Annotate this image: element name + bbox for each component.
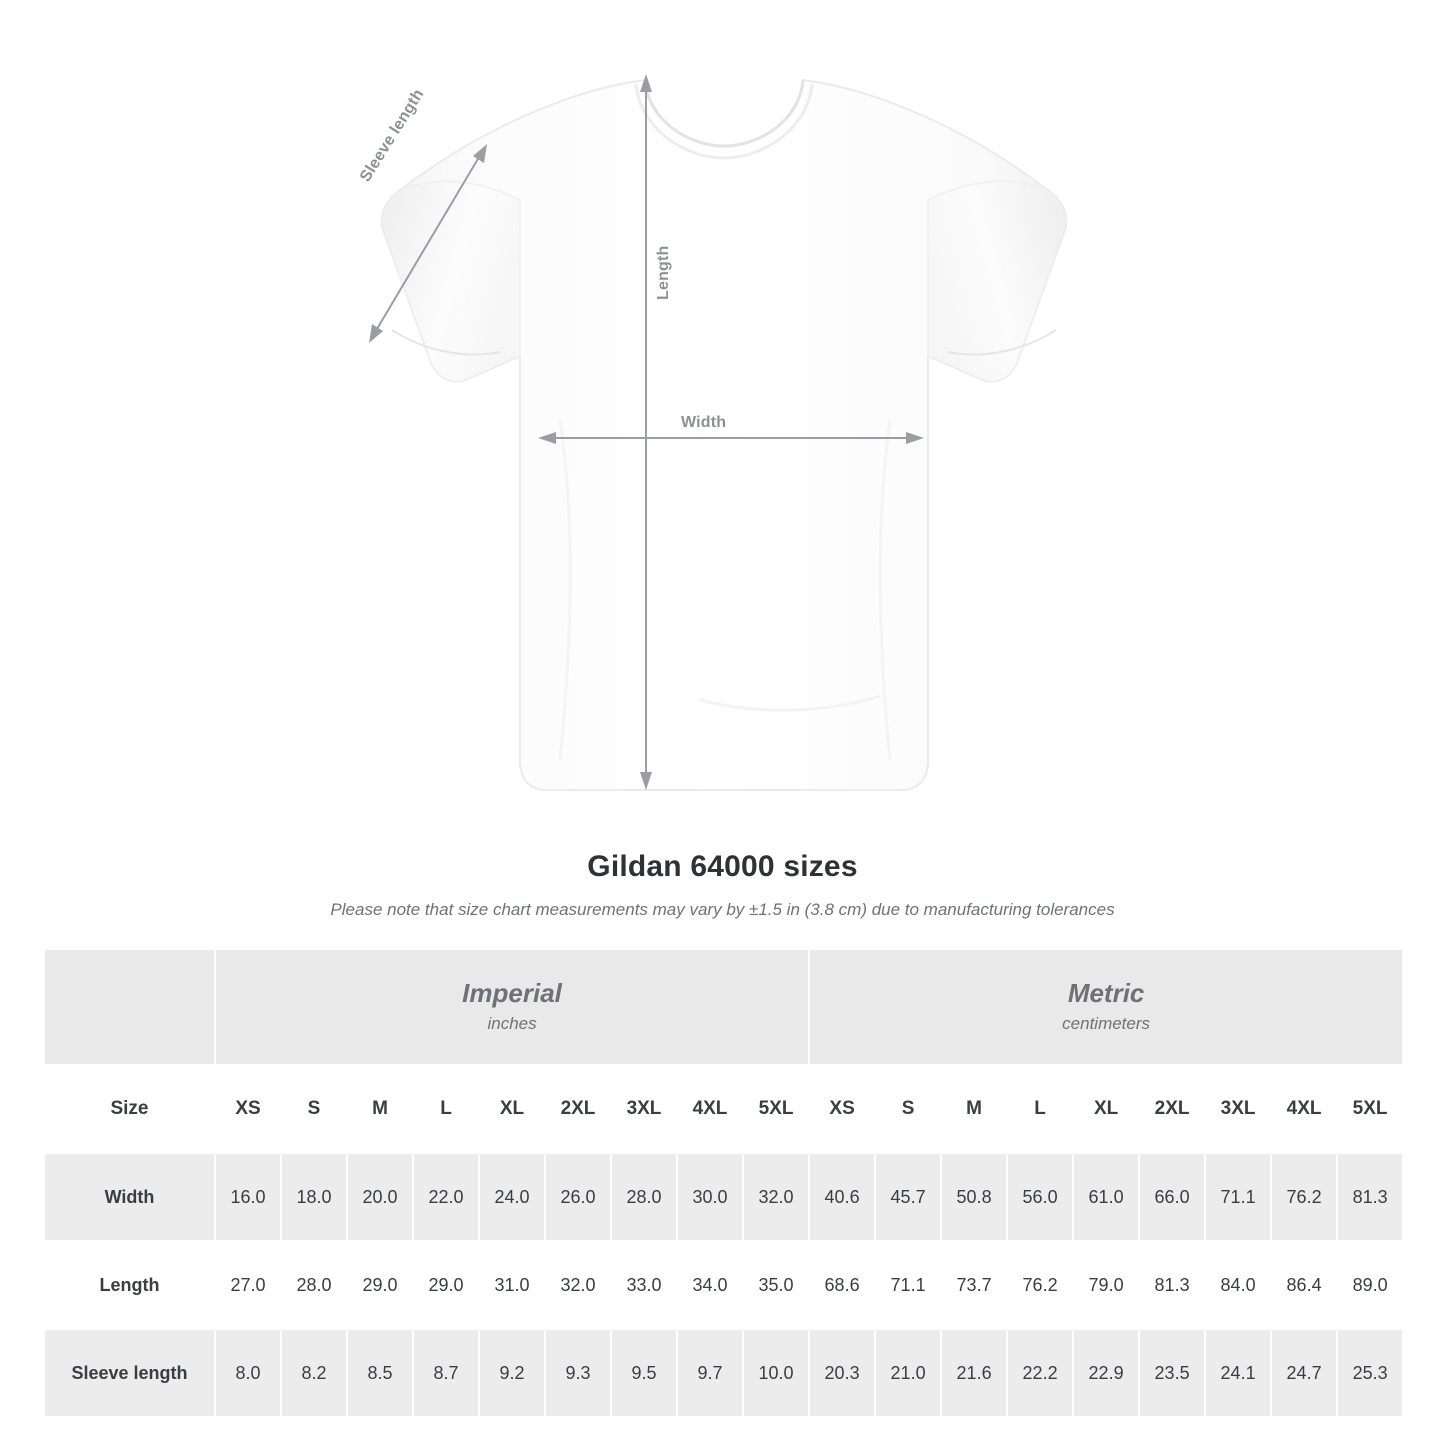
unit-header-imperial [215, 949, 809, 1065]
cell-sleeve-length: 23.5 [1139, 1329, 1205, 1417]
cell-sleeve-length: 9.3 [545, 1329, 611, 1417]
size-header-row [44, 1065, 1403, 1153]
cell-sleeve-length: 22.9 [1073, 1329, 1139, 1417]
cell-width: 50.8 [941, 1153, 1007, 1241]
size-header-cell: XS [215, 1065, 281, 1153]
cell-width: 66.0 [1139, 1153, 1205, 1241]
metric-name: Metric [1067, 978, 1145, 1009]
imperial-unit: inches [487, 1013, 537, 1033]
size-header-cell: 3XL [1205, 1065, 1271, 1153]
cell-sleeve-length: 9.2 [479, 1329, 545, 1417]
cell-sleeve-length: 21.6 [941, 1329, 1007, 1417]
size-header-cell: XL [479, 1065, 545, 1153]
size-header-cell: S [875, 1065, 941, 1153]
cell-length: 86.4 [1271, 1241, 1337, 1329]
cell-length: 76.2 [1007, 1241, 1073, 1329]
table-row [44, 1329, 1403, 1417]
page-title: Gildan 64000 sizes [587, 850, 858, 883]
row-label-width: Width [44, 1153, 215, 1241]
cell-sleeve-length: 21.0 [875, 1329, 941, 1417]
cell-sleeve-length: 24.1 [1205, 1329, 1271, 1417]
cell-width: 45.7 [875, 1153, 941, 1241]
cell-sleeve-length: 9.5 [611, 1329, 677, 1417]
cell-sleeve-length: 8.2 [281, 1329, 347, 1417]
cell-length: 27.0 [215, 1241, 281, 1329]
cell-width: 22.0 [413, 1153, 479, 1241]
imperial-name: Imperial [462, 978, 562, 1009]
size-header-cell: M [347, 1065, 413, 1153]
cell-sleeve-length: 8.0 [215, 1329, 281, 1417]
cell-width: 24.0 [479, 1153, 545, 1241]
cell-length: 68.6 [809, 1241, 875, 1329]
cell-width: 71.1 [1205, 1153, 1271, 1241]
cell-length: 28.0 [281, 1241, 347, 1329]
cell-length: 89.0 [1337, 1241, 1403, 1329]
cell-length: 84.0 [1205, 1241, 1271, 1329]
cell-width: 40.6 [809, 1153, 875, 1241]
size-chart-table-wrapper [43, 948, 1402, 1418]
size-header-cell: L [1007, 1065, 1073, 1153]
arrow-head-sleeve-bottom [369, 324, 383, 343]
cell-width: 61.0 [1073, 1153, 1139, 1241]
cell-width: 76.2 [1271, 1153, 1337, 1241]
width-dimension-label: Width [681, 414, 727, 431]
cell-sleeve-length: 9.7 [677, 1329, 743, 1417]
cell-width: 32.0 [743, 1153, 809, 1241]
cell-sleeve-length: 20.3 [809, 1329, 875, 1417]
cell-length: 71.1 [875, 1241, 941, 1329]
cell-width: 18.0 [281, 1153, 347, 1241]
size-header-label: Size [44, 1065, 215, 1153]
cell-length: 33.0 [611, 1241, 677, 1329]
unit-header-spacer [44, 949, 215, 1065]
cell-length: 73.7 [941, 1241, 1007, 1329]
cell-sleeve-length: 22.2 [1007, 1329, 1073, 1417]
cell-length: 34.0 [677, 1241, 743, 1329]
size-header-cell: 2XL [545, 1065, 611, 1153]
measurement-tolerance-note: Please note that size chart measurements may vary by ±1.5 in (3.8 cm) due to manufacturing tolerances [330, 900, 1115, 919]
size-header-cell: L [413, 1065, 479, 1153]
cell-width: 16.0 [215, 1153, 281, 1241]
cell-width: 81.3 [1337, 1153, 1403, 1241]
cell-width: 26.0 [545, 1153, 611, 1241]
cell-sleeve-length: 8.5 [347, 1329, 413, 1417]
cell-length: 29.0 [413, 1241, 479, 1329]
sleeve-length-dimension-label: Sleeve length [357, 86, 428, 186]
cell-width: 28.0 [611, 1153, 677, 1241]
size-header-cell: M [941, 1065, 1007, 1153]
unit-header-row [44, 949, 1403, 1065]
size-header-cell: 4XL [1271, 1065, 1337, 1153]
size-header-cell: 3XL [611, 1065, 677, 1153]
table-row [44, 1153, 1403, 1241]
size-header-cell: S [281, 1065, 347, 1153]
length-dimension-label: Length [655, 245, 672, 300]
size-header-cell: XS [809, 1065, 875, 1153]
cell-sleeve-length: 10.0 [743, 1329, 809, 1417]
row-label-sleeve-length: Sleeve length [44, 1329, 215, 1417]
cell-length: 29.0 [347, 1241, 413, 1329]
size-header-cell: 5XL [1337, 1065, 1403, 1153]
metric-unit: centimeters [1062, 1013, 1151, 1033]
unit-header-metric [809, 949, 1403, 1065]
cell-sleeve-length: 24.7 [1271, 1329, 1337, 1417]
size-header-cell: 2XL [1139, 1065, 1205, 1153]
size-header-cell: XL [1073, 1065, 1139, 1153]
cell-sleeve-length: 8.7 [413, 1329, 479, 1417]
size-chart-table [43, 948, 1404, 1418]
table-row [44, 1241, 1403, 1329]
cell-width: 30.0 [677, 1153, 743, 1241]
cell-sleeve-length: 25.3 [1337, 1329, 1403, 1417]
cell-length: 31.0 [479, 1241, 545, 1329]
cell-width: 20.0 [347, 1153, 413, 1241]
cell-length: 32.0 [545, 1241, 611, 1329]
cell-length: 35.0 [743, 1241, 809, 1329]
cell-length: 81.3 [1139, 1241, 1205, 1329]
size-header-cell: 5XL [743, 1065, 809, 1153]
size-header-cell: 4XL [677, 1065, 743, 1153]
cell-length: 79.0 [1073, 1241, 1139, 1329]
row-label-length: Length [44, 1241, 215, 1329]
cell-width: 56.0 [1007, 1153, 1073, 1241]
